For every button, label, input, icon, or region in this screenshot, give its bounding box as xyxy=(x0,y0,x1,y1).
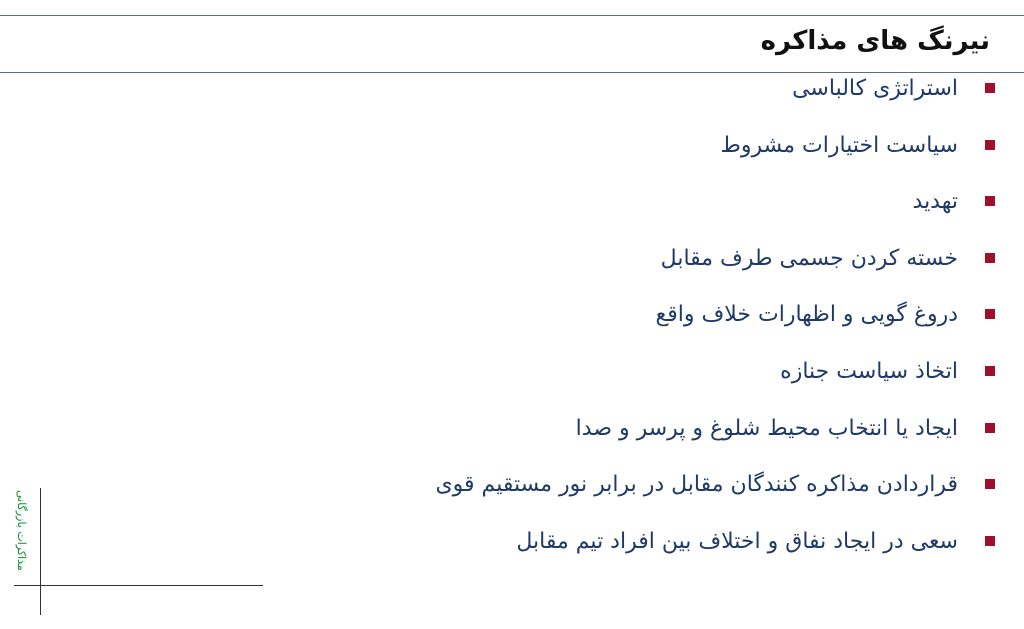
bullet-text: اتخاذ سیاست جنازه xyxy=(780,358,958,384)
bullet-list xyxy=(435,74,958,583)
bullet-item xyxy=(435,300,958,357)
slide-title: نیرنگ های مذاکره xyxy=(760,26,990,56)
corner-horizontal-line xyxy=(14,585,263,586)
corner-vertical-line xyxy=(40,488,41,615)
bullet-text: ایجاد یا انتخاب محیط شلوغ و پرسر و صدا xyxy=(575,415,958,441)
bullet-item xyxy=(435,470,958,527)
bullet-text: قراردادن مذاکره کنندگان مقابل در برابر نور مستقیم قوی xyxy=(435,472,958,498)
square-bullet-icon xyxy=(985,536,995,546)
bullet-text: تهدید xyxy=(912,189,958,215)
bullet-item xyxy=(435,357,958,414)
top-divider xyxy=(0,15,1024,16)
square-bullet-icon xyxy=(985,140,995,150)
bullet-item xyxy=(435,244,958,301)
square-bullet-icon xyxy=(985,83,995,93)
footer-side-label: مذاکرات بازرگانی xyxy=(15,489,28,571)
bullet-item xyxy=(435,187,958,244)
bullet-text: سیاست اختیارات مشروط xyxy=(720,132,958,158)
bullet-item xyxy=(435,131,958,188)
square-bullet-icon xyxy=(985,366,995,376)
bullet-text: استراتژی کالباسی xyxy=(792,76,958,101)
square-bullet-icon xyxy=(985,423,995,433)
square-bullet-icon xyxy=(985,253,995,263)
bullet-item xyxy=(435,74,958,131)
square-bullet-icon xyxy=(985,309,995,319)
square-bullet-icon xyxy=(985,196,995,206)
bullet-item xyxy=(435,527,958,584)
bullet-text: سعی در ایجاد نفاق و اختلاف بین افراد تیم مقابل xyxy=(516,528,958,554)
bullet-text: دروغ گویی و اظهارات خلاف واقع xyxy=(655,302,958,328)
bullet-text: خسته کردن جسمی طرف مقابل xyxy=(660,245,958,271)
title-divider xyxy=(0,72,1024,73)
square-bullet-icon xyxy=(985,479,995,489)
bullet-item xyxy=(435,414,958,471)
